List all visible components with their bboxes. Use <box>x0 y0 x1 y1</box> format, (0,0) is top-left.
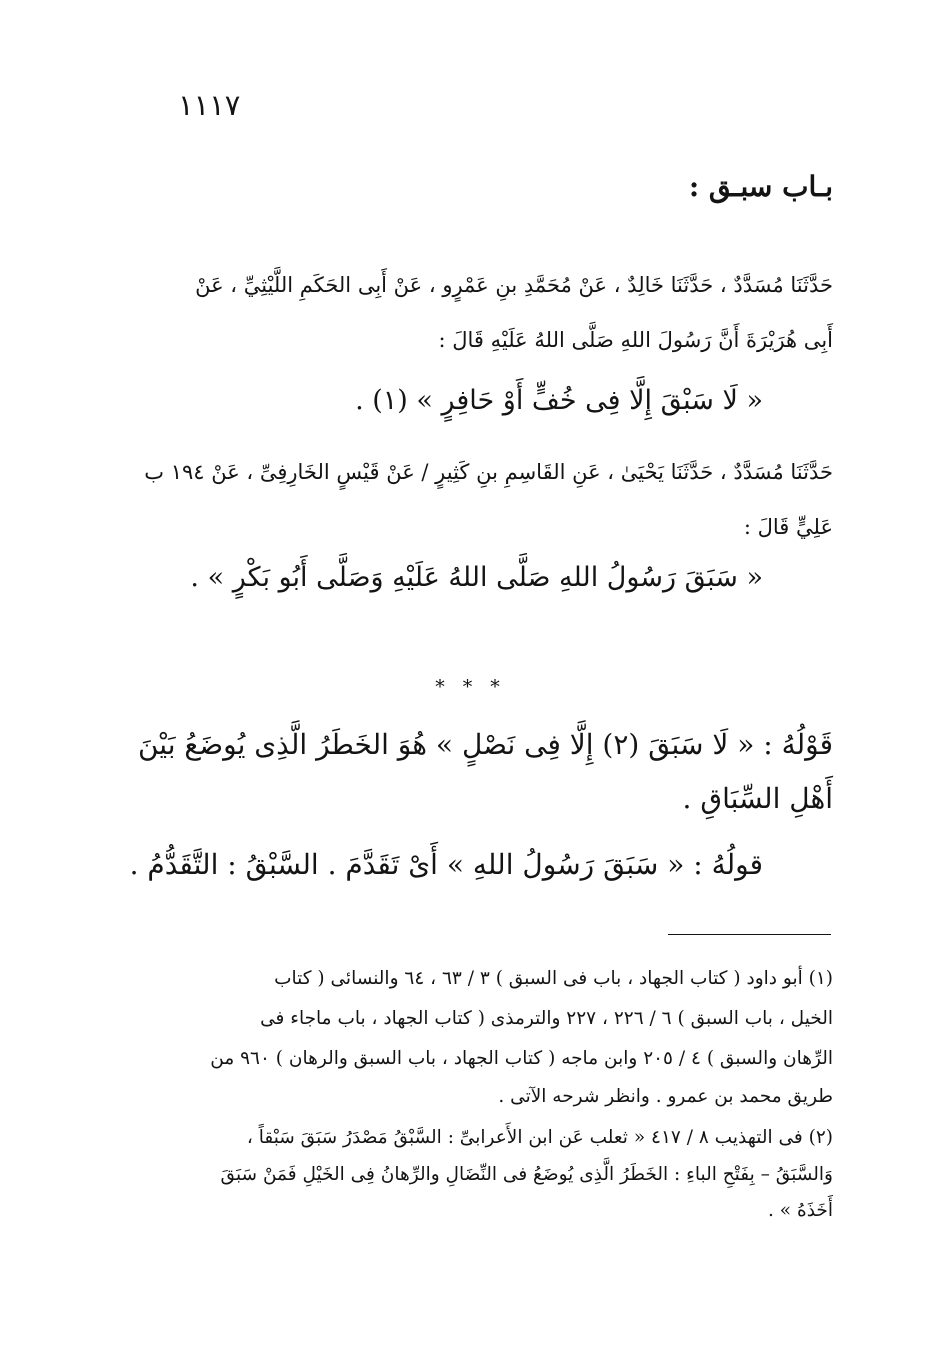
section-separator: * * * <box>435 676 506 698</box>
commentary-line: قولُهُ : « سَبَقَ رَسُولُ اللهِ » أَىْ تَقَدَّمَ . السَّبْقُ : التَّقَدُّمُ . <box>129 848 763 881</box>
footnote-1-line: الخيل ، باب السبق ) ٦ / ٢٢٦ ، ٢٢٧ والترمذى ( كتاب الجهاد ، باب ماجاء فى <box>260 1008 833 1029</box>
hadith-1-isnad-line: أَبِى هُرَيْرَةَ أَنَّ رَسُولَ اللهِ صَلَّى اللهُ عَلَيْهِ قَالَ : <box>438 328 833 352</box>
hadith-1-isnad-line: حَدَّثَنَا مُسَدَّدٌ ، حَدَّثَنَا خَالِدٌ ، عَنْ مُحَمَّدِ بنِ عَمْرٍو ، عَنْ أَبِى الحَكَمِ اللَّيْثِيِّ ، عَنْ <box>195 273 833 297</box>
footnote-2-line: أَخَذَهُ » . <box>768 1200 833 1221</box>
footnote-2-line: (٢) فى التهذيب ٨ / ٤١٧ « ثعلب عَن ابن الأَعرابىِّ : السَّبْقُ مَصْدَرُ سَبَقَ سَبْقاً ، <box>246 1127 833 1148</box>
footnote-1-line: الرِّهان والسبق ) ٤ / ٢٠٥ وابن ماجه ( كتاب الجهاد ، باب السبق والرهان ) ٩٦٠ من <box>210 1048 833 1069</box>
hadith-2-isnad-line: حَدَّثَنَا مُسَدَّدٌ ، حَدَّثَنَا يَحْيَىٰ ، عَنِ القَاسِمِ بنِ كَثِيرٍ / عَنْ قَيْسٍ الخَارِفِىِّ ، عَنْ ١٩٤ ب <box>144 460 833 484</box>
hadith-2-isnad-line: عَلِيٍّ قَالَ : <box>743 515 833 539</box>
chapter-title: بـاب سبـق : <box>688 170 833 203</box>
hadith-2-matn: « سَبَقَ رَسُولُ اللهِ صَلَّى اللهُ عَلَيْهِ وَصَلَّى أَبُو بَكْرٍ » . <box>190 562 763 593</box>
commentary-line: قَوْلُهُ : « لَا سَبَقَ (٢) إِلَّا فِى نَصْلٍ » هُوَ الخَطَرُ الَّذِى يُوضَعُ بَيْنَ <box>137 728 833 761</box>
footnote-1-line: طريق محمد بن عمرو . وانظر شرحه الآتى . <box>498 1086 833 1107</box>
footnote-divider <box>668 934 831 935</box>
commentary-line: أَهْلِ السِّبَاقِ . <box>682 782 833 815</box>
footnote-2-line: وَالسَّبَقُ – بِفَتْحِ الباءِ : الخَطَرُ الَّذِى يُوضَعُ فى النِّضَالِ والرِّهانُ فِى الخَيْلِ فَمَنْ سَبَقَ <box>220 1164 833 1185</box>
hadith-1-matn: « لَا سَبْقَ إِلَّا فِى خُفٍّ أَوْ حَافِرٍ » (١) . <box>355 385 763 416</box>
page-number: ١١١٧ <box>178 88 241 122</box>
footnote-1-line: (١) أبو داود ( كتاب الجهاد ، باب فى السبق ) ٣ / ٦٣ ، ٦٤ والنسائى ( كتاب <box>274 968 833 989</box>
